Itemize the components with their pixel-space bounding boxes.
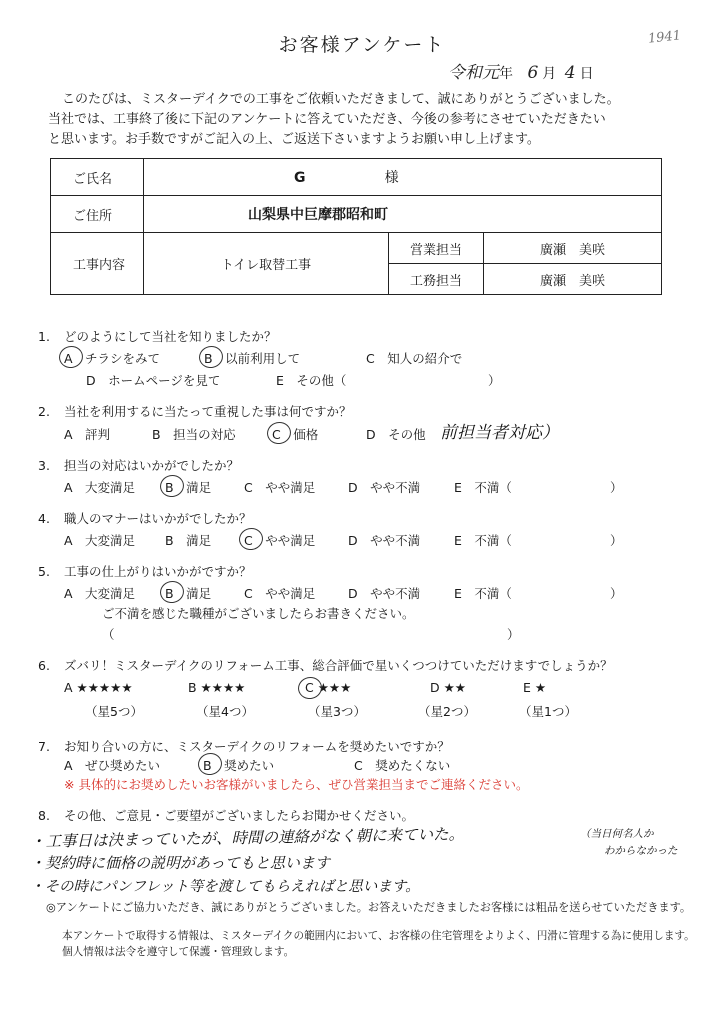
- q5-close: ）: [610, 586, 623, 601]
- q1-close: ）: [488, 373, 501, 388]
- q2-option-b[interactable]: B 担当の対応: [152, 427, 236, 442]
- q1-option-e[interactable]: E その他（: [276, 373, 347, 388]
- q7-note: ※ 具体的にお奨めしたいお客様がいましたら、ぜひ営業担当までご連絡ください。: [64, 777, 529, 792]
- q1-option-b[interactable]: B 以前利用して: [204, 351, 301, 366]
- q7-option-b[interactable]: B 奨めたい: [203, 758, 275, 773]
- q4-close: ）: [610, 533, 623, 548]
- serial-number: 1941: [647, 28, 682, 47]
- q3-option-a[interactable]: A 大変満足: [64, 480, 136, 495]
- honorific: 様: [384, 170, 399, 186]
- q8-handwritten-line1: ・工事日は決まっていたが、時間の連絡がなく朝に来ていた。: [29, 825, 465, 851]
- address-value: 山梨県中巨摩郡昭和町: [144, 196, 662, 233]
- name-cell: [144, 159, 662, 196]
- q4-option-a[interactable]: A 大変満足: [64, 533, 136, 548]
- q5-option-c[interactable]: C やや満足: [244, 586, 316, 601]
- q6-option-b-sub: （星4つ）: [196, 704, 254, 719]
- q6-option-c[interactable]: C ★★★: [305, 680, 352, 695]
- survey-title: お客様アンケート: [278, 34, 446, 56]
- q8-handwritten-note: （当日何名人か: [580, 828, 654, 840]
- q6-option-a-sub: （星5つ）: [85, 704, 143, 719]
- q3-option-e[interactable]: E 不満（: [454, 480, 512, 495]
- q4-option-d[interactable]: D やや不満: [348, 533, 421, 548]
- q8-handwritten-line3: ・その時にパンフレット等を渡してもらえればと思います。: [30, 879, 420, 895]
- works-label: 工務担当: [389, 264, 484, 295]
- q8-handwritten-note2: わからなかった: [604, 845, 678, 857]
- q6-option-d[interactable]: D ★★: [430, 680, 467, 695]
- q6-option-b[interactable]: B ★★★★: [188, 680, 246, 695]
- q1-option-d[interactable]: D ホームページを見て: [86, 373, 221, 388]
- sales-label: 営業担当: [389, 233, 484, 264]
- intro-text: [48, 90, 682, 150]
- address-label: ご住所: [51, 196, 144, 233]
- intro-line: と思います。お手数ですがご記入の上、ご返送下さいますようお願い申し上げます。: [48, 132, 540, 147]
- work-value: トイレ取替工事: [144, 233, 389, 295]
- q3-option-c[interactable]: C やや満足: [244, 480, 316, 495]
- q2-option-a[interactable]: A 評判: [64, 427, 111, 442]
- q3-question: 3. 担当の対応はいかがでしたか？: [38, 458, 240, 473]
- q4-option-e[interactable]: E 不満（: [454, 533, 512, 548]
- q4-option-b[interactable]: B 満足: [165, 533, 212, 548]
- q8-handwritten-line2: ・契約時に価格の説明があってもと思います: [30, 854, 330, 872]
- q6-option-a[interactable]: A ★★★★★: [64, 680, 133, 695]
- name-value: G: [294, 170, 306, 186]
- date-day: 日: [579, 66, 594, 82]
- customer-info-table: [50, 158, 662, 295]
- footer-notice-2: 個人情報は法令を遵守して保護・管理致します。: [62, 946, 295, 958]
- q8-question: 8. その他、ご意見・ご要望がございましたらお聞かせください。: [38, 808, 415, 823]
- intro-line: このたびは、ミスターデイクでの工事をご依頼いただきまして、誠にありがとうございました。: [62, 92, 620, 107]
- q3-close: ）: [610, 480, 623, 495]
- date-month-value: 6: [527, 63, 539, 83]
- q3-option-b[interactable]: B 満足: [165, 480, 212, 495]
- q6-option-e-sub: （星1つ）: [519, 704, 577, 719]
- q2-option-c[interactable]: C 価格: [272, 427, 319, 442]
- q5-open-paren: （: [102, 627, 115, 642]
- q4-option-c[interactable]: C やや満足: [244, 533, 316, 548]
- q6-option-d-sub: （星2つ）: [418, 704, 476, 719]
- q2-other-handwritten: 前担当者対応）: [440, 423, 559, 443]
- q2-question: 2. 当社を利用するに当たって重視した事は何ですか？: [38, 404, 352, 419]
- sales-value: 廣瀬 美咲: [484, 233, 662, 264]
- date-nen: 年: [499, 66, 513, 82]
- work-label: 工事内容: [51, 233, 144, 295]
- q6-option-c-sub: （星3つ）: [308, 704, 366, 719]
- q5-close-paren: ）: [507, 627, 520, 642]
- q7-option-c[interactable]: C 奨めたくない: [354, 758, 451, 773]
- q5-option-e[interactable]: E 不満（: [454, 586, 512, 601]
- q5-sub: ご不満を感じた職種がございましたらお書きください。: [102, 606, 415, 621]
- date-month: 月: [542, 66, 557, 82]
- date-era: 令和元: [448, 63, 499, 83]
- q2-option-d[interactable]: D その他: [366, 427, 426, 442]
- q1-option-c[interactable]: C 知人の紹介で: [366, 351, 463, 366]
- q1-question: 1. どのようにして当社を知りましたか？: [38, 329, 277, 344]
- q6-option-e[interactable]: E ★: [523, 680, 547, 695]
- footer-thanks: ◎アンケートにご協力いただき、誠にありがとうございました。お答えいただきましたお客様には粗品を送らせていただきます。: [46, 901, 692, 914]
- q5-option-b[interactable]: B 満足: [165, 586, 212, 601]
- q5-option-a[interactable]: A 大変満足: [64, 586, 136, 601]
- footer-notice-1: 本アンケートで取得する情報は、ミスターデイクの範囲内において、お客様の住宅管理をよりよく、円滑に管理する為に使用します。: [62, 930, 695, 942]
- survey-date: [448, 58, 594, 83]
- q6-question: 6. ズバリ！ミスターデイクのリフォーム工事、総合評価で星いくつつけていただけますでしょうか？: [38, 658, 613, 673]
- intro-line: 当社では、工事終了後に下記のアンケートに答えていただき、今後の参考にさせていただきたい: [48, 112, 606, 127]
- q4-question: 4. 職人のマナーはいかがでしたか？: [38, 511, 252, 526]
- answer-circle: [296, 675, 324, 702]
- q1-option-a[interactable]: A チラシをみて: [64, 351, 161, 366]
- q3-option-d[interactable]: D やや不満: [348, 480, 421, 495]
- name-label: ご氏名: [51, 159, 144, 196]
- date-day-value: 4: [564, 63, 576, 83]
- q5-option-d[interactable]: D やや不満: [348, 586, 421, 601]
- q7-question: 7. お知り合いの方に、ミスターデイクのリフォームを奨めたいですか？: [38, 739, 450, 754]
- q7-option-a[interactable]: A ぜひ奨めたい: [64, 758, 161, 773]
- works-value: 廣瀬 美咲: [484, 264, 662, 295]
- q5-question: 5. 工事の仕上がりはいかがですか？: [38, 564, 252, 579]
